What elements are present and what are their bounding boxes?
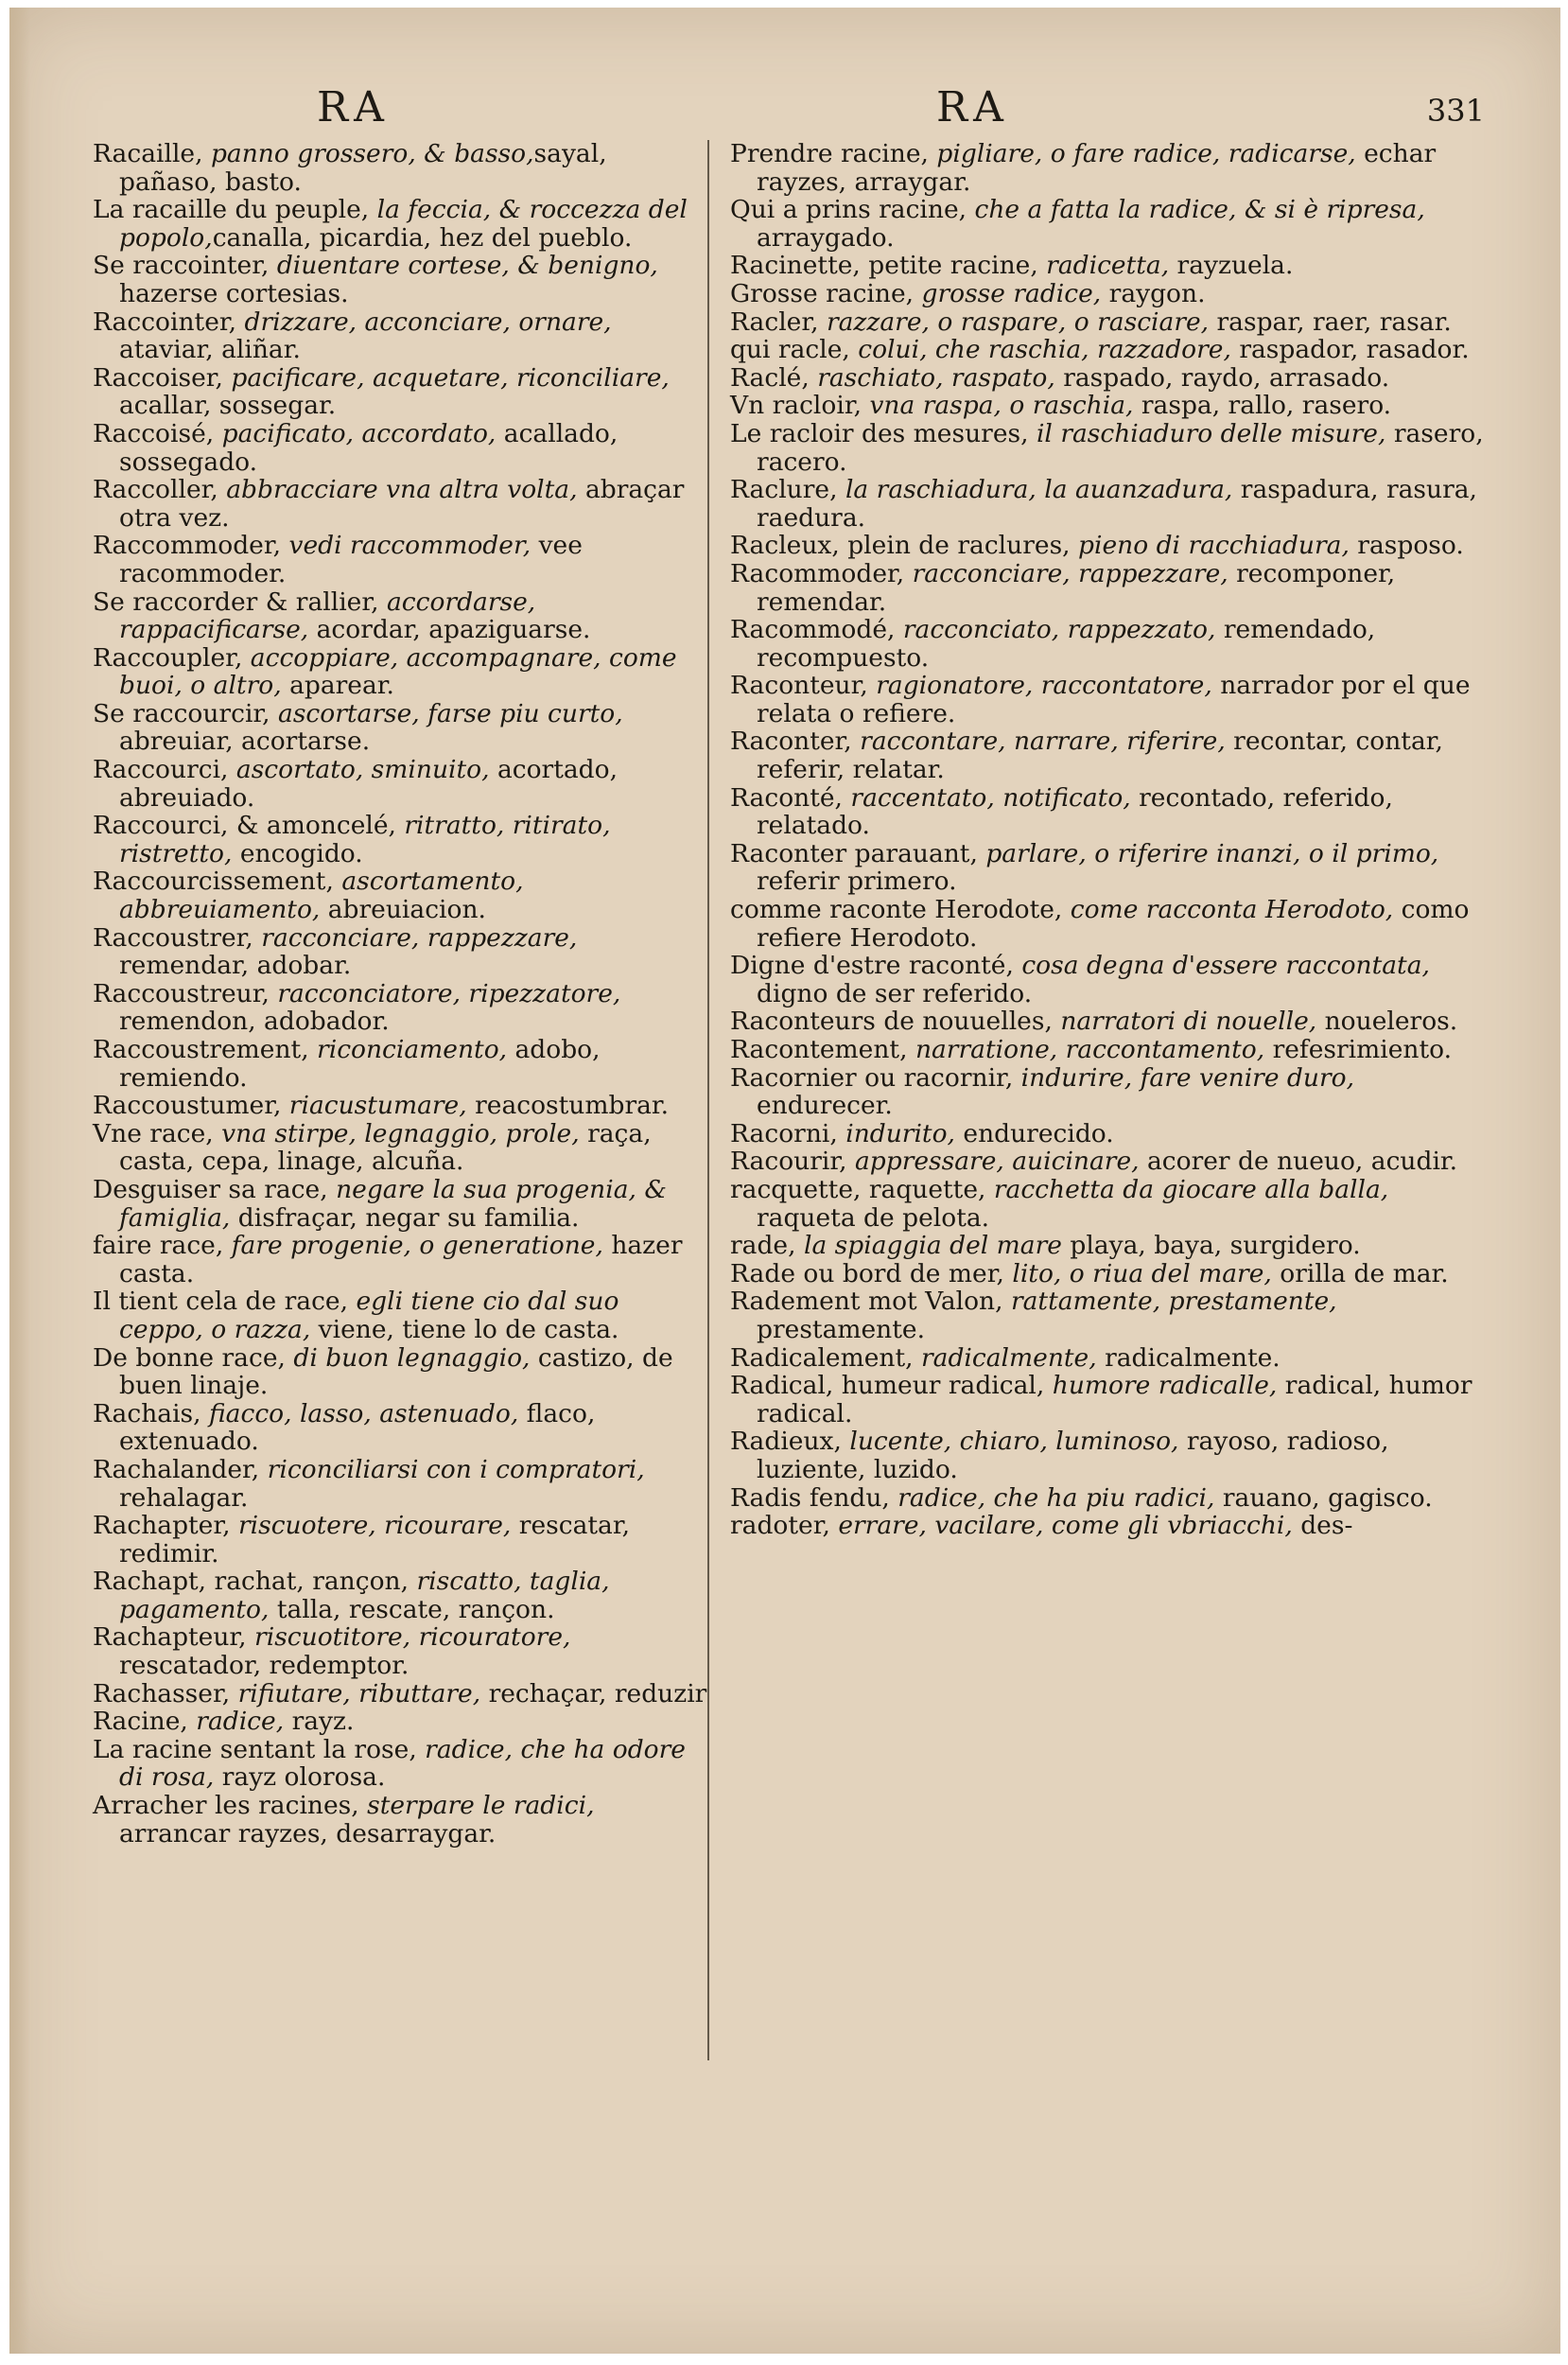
headword: Se raccorder & rallier, — [93, 587, 387, 617]
spanish-gloss: radical, humor radical. — [757, 1371, 1472, 1428]
headword: Raccoustreur, — [93, 978, 278, 1008]
dictionary-entry — [93, 196, 707, 252]
spanish-gloss: raspadura, rasura, raedura. — [757, 475, 1477, 533]
headword: Raccommoder, — [93, 531, 289, 561]
spanish-gloss: rehalagar. — [119, 1482, 249, 1513]
italian-gloss: vna stirpe, legnaggio, prole, — [221, 1118, 580, 1148]
headword: Il tient cela de race, — [93, 1287, 357, 1317]
spanish-gloss: remendado, recompuesto. — [757, 615, 1376, 673]
spanish-gloss: rasposo. — [1349, 531, 1464, 561]
spanish-gloss: aparear. — [281, 671, 394, 701]
spanish-gloss: raspar, raer, rasar. — [1209, 307, 1452, 337]
spanish-gloss: playa, baya, surgidero. — [1061, 1231, 1361, 1261]
italian-gloss: radice, che ha odore di rosa, — [119, 1734, 686, 1793]
italian-gloss: riscatto, taglia, pagamento, — [119, 1567, 610, 1624]
header-right — [709, 74, 1560, 140]
headword: Vne race, — [93, 1118, 222, 1148]
italian-gloss: panno grossero, & basso, — [210, 139, 534, 168]
italian-gloss: parlare, o riferire inanzi, o il primo, — [985, 838, 1439, 868]
headword: Racommodé, — [730, 615, 903, 645]
spanish-gloss: acallar, sossegar. — [119, 391, 337, 421]
italian-gloss: pacificare, acquetare, riconciliare, — [231, 362, 670, 393]
dictionary-entry — [730, 727, 1494, 783]
italian-gloss: colui, che raschia, razzadore, — [858, 335, 1231, 365]
dictionary-entry — [93, 1512, 707, 1568]
italian-gloss: radice, — [196, 1707, 285, 1737]
headword: Racine, — [93, 1707, 197, 1737]
dictionary-entry — [93, 588, 707, 644]
headword: Raccoiser, — [93, 362, 232, 393]
headword: Rachalander, — [93, 1454, 268, 1484]
italian-gloss: raccentato, notificato, — [850, 782, 1131, 813]
spanish-gloss: orilla de mar. — [1271, 1258, 1449, 1288]
dictionary-entry — [730, 392, 1494, 420]
dictionary-entry — [730, 952, 1494, 1007]
headword: Raclure, — [730, 475, 845, 505]
headword: Racinette, petite racine, — [730, 251, 1047, 281]
headword: De bonne race, — [93, 1342, 294, 1373]
headword: Racommoder, — [730, 558, 913, 588]
dictionary-entry — [730, 1120, 1494, 1148]
italian-gloss: radice, che ha piu radici, — [897, 1482, 1215, 1513]
italian-gloss: racconciare, rappezzare, — [261, 922, 578, 953]
dictionary-entry — [93, 1568, 707, 1623]
spanish-gloss: acordar, apaziguarse. — [308, 615, 591, 645]
headword: Raccoustumer, — [93, 1091, 289, 1121]
dictionary-entry — [730, 840, 1494, 896]
page-edge-shadow — [9, 8, 30, 2354]
dictionary-entry — [730, 1232, 1494, 1260]
dictionary-entry — [93, 1120, 707, 1176]
dictionary-entry — [730, 1344, 1494, 1373]
spanish-gloss: hazerse cortesias. — [119, 278, 349, 308]
dictionary-entry — [730, 1512, 1494, 1540]
spanish-gloss: prestamente. — [757, 1314, 925, 1344]
dictionary-entry — [93, 1623, 707, 1679]
spanish-gloss: viene, tiene lo de casta. — [310, 1314, 619, 1344]
italian-gloss: pieno di racchiadura, — [1078, 531, 1350, 561]
dictionary-entry — [93, 1288, 707, 1343]
spanish-gloss: reacostumbrar. — [466, 1091, 670, 1121]
headword: Prendre racine, — [730, 139, 937, 168]
headword: La racaille du peuple, — [93, 195, 377, 225]
dictionary-entry — [730, 140, 1494, 196]
headword: Raccointer, — [93, 307, 245, 337]
headword: Grosse racine, — [730, 278, 922, 308]
spanish-gloss: radicalmente. — [1096, 1342, 1281, 1373]
dictionary-entry — [730, 672, 1494, 727]
italian-gloss: vna raspa, o raschia, — [869, 391, 1134, 421]
right-column — [730, 140, 1494, 1540]
spanish-gloss: endurecer. — [757, 1091, 893, 1121]
dictionary-entry — [730, 280, 1494, 308]
italian-gloss: rattamente, prestamente, — [1010, 1287, 1337, 1317]
headword: Vn racloir, — [730, 391, 870, 421]
italian-gloss: radicetta, — [1046, 251, 1170, 281]
headword: Radical, humeur radical, — [730, 1371, 1053, 1401]
spanish-gloss: echar rayzes, arraygar. — [757, 139, 1437, 197]
italian-gloss: racconciare, rappezzare, — [912, 558, 1228, 588]
dictionary-entry — [730, 196, 1494, 252]
dictionary-entry — [730, 476, 1494, 532]
spanish-gloss: encogido. — [232, 838, 363, 868]
spanish-gloss: ataviar, aliñar. — [119, 335, 301, 365]
headword: Racourir, — [730, 1147, 855, 1177]
dictionary-entry — [93, 532, 707, 587]
italian-gloss: riconciamento, — [317, 1035, 508, 1064]
dictionary-entry — [730, 1288, 1494, 1343]
headword: Digne d'estre raconté, — [730, 951, 1022, 981]
spanish-gloss: noueleros. — [1316, 1007, 1458, 1037]
dictionary-entry — [730, 1484, 1494, 1513]
italian-gloss: narratori di nouelle, — [1060, 1007, 1317, 1037]
italian-gloss: negare la sua progenia, & famiglia, — [119, 1174, 667, 1233]
headword: racquette, raquette, — [730, 1174, 994, 1204]
dictionary-entry — [730, 420, 1494, 476]
spanish-gloss: des- — [1292, 1511, 1353, 1541]
dictionary-entry — [93, 1344, 707, 1400]
dictionary-entry — [730, 1147, 1494, 1176]
italian-gloss: errare, vacilare, come gli vbriacchi, — [838, 1511, 1293, 1541]
headword: qui racle, — [730, 335, 859, 365]
spanish-gloss: adobo, remiendo. — [119, 1035, 601, 1093]
italian-gloss: che a fatta la radice, & si è ripresa, — [974, 195, 1425, 225]
spanish-gloss: rayz olorosa. — [214, 1762, 386, 1793]
headword: faire race, — [93, 1231, 232, 1261]
italian-gloss: cosa degna d'essere raccontata, — [1021, 951, 1430, 981]
dictionary-entry — [93, 700, 707, 756]
headword: Racler, — [730, 307, 827, 337]
spanish-gloss: remendar, adobar. — [119, 951, 352, 981]
spanish-gloss: rescatador, redemptor. — [119, 1651, 409, 1681]
headword: Rachais, — [93, 1398, 209, 1428]
headword: Arracher les racines, — [93, 1791, 368, 1821]
headword: rade, — [730, 1231, 804, 1261]
headword: Raccourci, & amoncelé, — [93, 811, 405, 841]
dictionary-entry — [730, 560, 1494, 616]
dictionary-entry — [93, 1176, 707, 1232]
spanish-gloss: rechaçar, reduzir — [480, 1678, 707, 1708]
headword: Le racloir des mesures, — [730, 418, 1037, 448]
headword: Rachapteur, — [93, 1622, 255, 1653]
spanish-gloss: canalla, picardia, hez del pueblo. — [212, 222, 633, 253]
dictionary-entry — [93, 1092, 707, 1120]
spanish-gloss: acortado, abreuiado. — [119, 755, 618, 813]
spanish-gloss: disfraçar, negar su familia. — [230, 1202, 580, 1233]
italian-gloss: come racconta Herodoto, — [1070, 895, 1394, 925]
italian-gloss: fiacco, lasso, astenuado, — [209, 1398, 519, 1428]
dictionary-page — [9, 8, 1560, 2354]
left-column — [93, 140, 707, 1848]
italian-gloss: pacificato, accordato, — [221, 418, 497, 448]
headword: Rachasser, — [93, 1678, 238, 1708]
headword: radoter, — [730, 1511, 839, 1541]
dictionary-entry — [730, 1372, 1494, 1428]
headword: Radis fendu, — [730, 1482, 898, 1513]
dictionary-entry — [730, 1176, 1494, 1232]
dictionary-entry — [93, 140, 707, 196]
spanish-gloss: rasero, racero. — [757, 418, 1484, 477]
headword: Raconteur, — [730, 671, 877, 701]
headword: Raccourcissement, — [93, 867, 342, 897]
headword: Raconteurs de nouuelles, — [730, 1007, 1061, 1037]
italian-gloss: humore radicalle, — [1052, 1371, 1278, 1401]
italian-gloss: il raschiaduro delle misure, — [1036, 418, 1386, 448]
italian-gloss: vedi raccommoder, — [288, 531, 531, 561]
dictionary-entry — [93, 756, 707, 812]
spanish-gloss: acorer de nueuo, acudir. — [1139, 1147, 1458, 1177]
italian-gloss: appressare, auicinare, — [854, 1147, 1140, 1177]
spanish-gloss: vee racommoder. — [119, 531, 583, 588]
headword: Racorni, — [730, 1118, 846, 1148]
dictionary-entry — [730, 1260, 1494, 1288]
italian-gloss: ritratto, ritirato, ristretto, — [119, 811, 611, 868]
headword: Raccoisé, — [93, 418, 222, 448]
spanish-gloss: abreuiar, acortarse. — [119, 727, 371, 757]
running-head-left: RA — [317, 83, 390, 131]
italian-gloss: sterpare le radici, — [367, 1791, 595, 1821]
italian-gloss: ascortamento, abbreuiamento, — [119, 867, 524, 925]
headword: Raconter, — [730, 727, 861, 757]
spanish-gloss: narrador por el que relata o refiere. — [757, 671, 1471, 728]
italian-gloss: diuentare cortese, & benigno, — [276, 251, 658, 281]
spanish-gloss: raça, casta, cepa, linage, alcuña. — [119, 1118, 652, 1177]
headword: Radieux, — [730, 1427, 850, 1457]
italian-gloss: abbracciare vna altra volta, — [226, 475, 578, 505]
dictionary-entry — [93, 812, 707, 867]
dictionary-entry — [730, 252, 1494, 280]
italian-gloss: egli tiene cio dal suo ceppo, o razza, — [119, 1287, 619, 1344]
spanish-gloss: rayz. — [284, 1707, 355, 1737]
italian-gloss: radicalmente, — [920, 1342, 1097, 1373]
spanish-gloss: raygon. — [1101, 278, 1206, 308]
spanish-gloss: acallado, sossegado. — [119, 418, 618, 477]
headword: Radicalement, — [730, 1342, 921, 1373]
dictionary-entry — [93, 1456, 707, 1512]
header-left — [9, 74, 709, 140]
dictionary-entry — [93, 308, 707, 364]
spanish-gloss: recomponer, remendar. — [757, 558, 1396, 617]
dictionary-entry — [93, 364, 707, 420]
headword: Racontement, — [730, 1035, 915, 1064]
italian-gloss: riscuotere, ricourare, — [237, 1511, 512, 1541]
spanish-gloss: digno de ser referido. — [757, 978, 1033, 1008]
headword: Raccoustrement, — [93, 1035, 318, 1064]
spanish-gloss: remendon, adobador. — [119, 1007, 390, 1037]
spanish-gloss: como refiere Herodoto. — [757, 895, 1470, 953]
dictionary-entry — [730, 616, 1494, 672]
italian-gloss: riacustumare, — [288, 1091, 467, 1121]
dictionary-entry — [730, 1036, 1494, 1064]
spanish-gloss: recontado, referido, relatado. — [757, 782, 1393, 841]
italian-gloss: grosse radice, — [921, 278, 1102, 308]
italian-gloss: la spiaggia del mare — [803, 1231, 1062, 1261]
spanish-gloss: refesrimiento. — [1264, 1035, 1453, 1064]
italian-gloss: riconciliarsi con i compratori, — [267, 1454, 645, 1484]
spanish-gloss: raspador, rasador. — [1230, 335, 1470, 365]
italian-gloss: lucente, chiaro, luminoso, — [849, 1427, 1179, 1457]
dictionary-entry — [93, 252, 707, 307]
italian-gloss: accoppiare, accompagnare, come buoi, o altro, — [119, 642, 677, 701]
spanish-gloss: rayzuela. — [1169, 251, 1294, 281]
dictionary-entry — [93, 1708, 707, 1736]
headword: Raccourci, — [93, 755, 236, 785]
headword: Rachapter, — [93, 1511, 238, 1541]
dictionary-entry — [730, 1428, 1494, 1483]
headword: Raccoupler, — [93, 642, 251, 673]
headword: Raccoustrer, — [93, 922, 262, 953]
dictionary-entry — [730, 1007, 1494, 1036]
dictionary-entry — [93, 1232, 707, 1288]
italian-gloss: la raschiadura, la auanzadura, — [845, 475, 1233, 505]
italian-gloss: racconciato, rappezzato, — [902, 615, 1216, 645]
spanish-gloss: rescatar, redimir. — [119, 1511, 631, 1568]
dictionary-entry — [93, 476, 707, 532]
spanish-gloss: rauano, gagisco. — [1214, 1482, 1433, 1513]
spanish-gloss: arraygado. — [757, 222, 895, 253]
italian-gloss: accordarse, rappacificarse, — [119, 587, 536, 645]
spanish-gloss: endurecido. — [954, 1118, 1114, 1148]
headword: Raclé, — [730, 362, 818, 393]
italian-gloss: pigliare, o fare radice, radicarse, — [936, 139, 1356, 168]
headword: Raconter parauant, — [730, 838, 986, 868]
headword: Raconté, — [730, 782, 851, 813]
headword: Desguiser sa race, — [93, 1174, 337, 1204]
dictionary-entry — [730, 308, 1494, 337]
italian-gloss: fare progenie, o generatione, — [231, 1231, 603, 1261]
headword: Se raccourcir, — [93, 698, 279, 728]
italian-gloss: ascortato, sminuito, — [235, 755, 490, 785]
italian-gloss: lito, o riua del mare, — [1012, 1258, 1272, 1288]
spanish-gloss: castizo, de buen linaje. — [119, 1342, 673, 1401]
italian-gloss: racconciatore, ripezzatore, — [277, 978, 621, 1008]
headword: Raccoller, — [93, 475, 227, 505]
italian-gloss: ascortarse, farse piu curto, — [278, 698, 623, 728]
italian-gloss: narratione, raccontamento, — [915, 1035, 1265, 1064]
italian-gloss: di buon legnaggio, — [293, 1342, 531, 1373]
headword: Rachapt, rachat, rançon, — [93, 1567, 417, 1597]
headword: Rade ou bord de mer, — [730, 1258, 1013, 1288]
headword: Racornier ou racornir, — [730, 1062, 1021, 1093]
spanish-gloss: hazer casta. — [119, 1231, 683, 1288]
italian-gloss: indurire, fare venire duro, — [1020, 1062, 1355, 1093]
italian-gloss: drizzare, acconciare, ornare, — [244, 307, 612, 337]
spanish-gloss: talla, rescate, rançon. — [269, 1594, 555, 1624]
italian-gloss: racchetta da giocare alla balla, — [993, 1174, 1389, 1204]
italian-gloss: raschiato, raspato, — [817, 362, 1055, 393]
spanish-gloss: rayoso, radioso, luziente, luzido. — [757, 1427, 1389, 1484]
dictionary-entry — [93, 980, 707, 1036]
italian-gloss: razzare, o raspare, o rasciare, — [826, 307, 1210, 337]
headword: comme raconte Herodote, — [730, 895, 1071, 925]
italian-gloss: la feccia, & roccezza del popolo, — [119, 195, 688, 253]
spanish-gloss: sayal, pañaso, basto. — [119, 139, 607, 197]
dictionary-entry — [93, 1680, 707, 1708]
dictionary-entry — [93, 644, 707, 700]
dictionary-entry — [730, 1064, 1494, 1120]
spanish-gloss: abraçar otra vez. — [119, 475, 685, 533]
dictionary-entry — [730, 364, 1494, 393]
dictionary-entry — [93, 420, 707, 476]
headword: Radement mot Valon, — [730, 1287, 1011, 1317]
spanish-gloss: raqueta de pelota. — [757, 1202, 990, 1233]
dictionary-entry — [93, 867, 707, 923]
dictionary-entry — [93, 1400, 707, 1456]
dictionary-entry — [93, 1736, 707, 1792]
dictionary-entry — [93, 1036, 707, 1092]
spanish-gloss: arrancar rayzes, desarraygar. — [119, 1818, 497, 1848]
dictionary-entry — [93, 924, 707, 980]
italian-gloss: raccontare, narrare, riferire, — [860, 727, 1226, 757]
page-number: 331 — [1426, 93, 1485, 129]
headword: La racine sentant la rose, — [93, 1734, 426, 1764]
spanish-gloss: referir primero. — [757, 867, 957, 897]
headword: Racleux, plein de raclures, — [730, 531, 1079, 561]
spanish-gloss: raspa, rallo, rasero. — [1133, 391, 1392, 421]
dictionary-entry — [93, 1792, 707, 1848]
running-head-right: RA — [936, 83, 1009, 131]
headword: Se raccointer, — [93, 251, 277, 281]
spanish-gloss: abreuiacion. — [320, 895, 486, 925]
spanish-gloss: raspado, raydo, arrasado. — [1054, 362, 1390, 393]
dictionary-entry — [730, 784, 1494, 840]
italian-gloss: rifiutare, ributtare, — [237, 1678, 481, 1708]
spanish-gloss: recontar, contar, referir, relatar. — [757, 727, 1443, 785]
dictionary-entry — [730, 336, 1494, 364]
spanish-gloss: flaco, extenuado. — [119, 1398, 596, 1457]
headword: Racaille, — [93, 139, 211, 168]
italian-gloss: riscuotitore, ricouratore, — [254, 1622, 571, 1653]
dictionary-entry — [730, 532, 1494, 560]
headword: Qui a prins racine, — [730, 195, 975, 225]
column-divider — [707, 140, 709, 2060]
italian-gloss: indurito, — [845, 1118, 955, 1148]
dictionary-entry — [730, 896, 1494, 952]
italian-gloss: ragionatore, raccontatore, — [876, 671, 1212, 701]
